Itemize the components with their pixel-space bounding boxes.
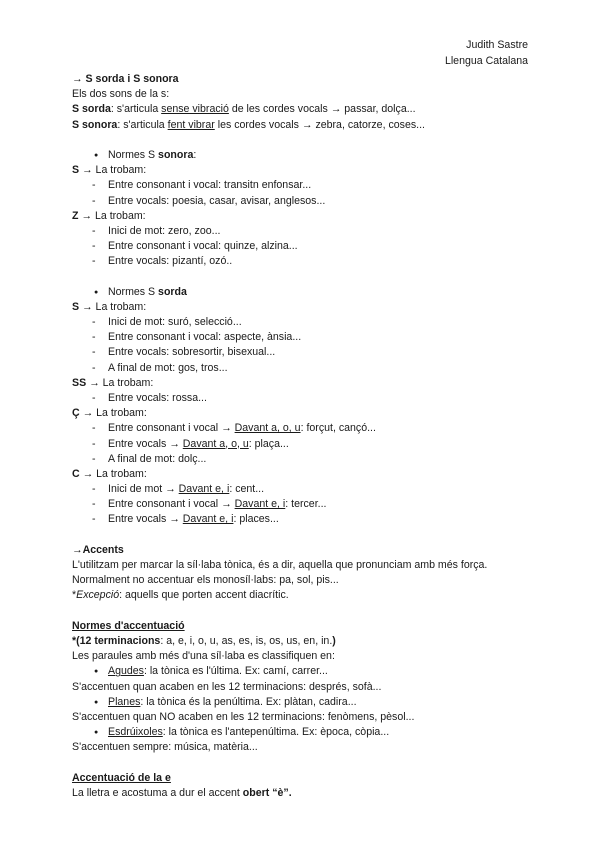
list-item: - Entre consonant i vocal: quinze, alzina... <box>72 239 532 254</box>
agudes-rule: S'accentuen quan acaben en les 12 terminacions: després, sofà... <box>72 680 382 693</box>
text: → La trobam: <box>78 209 146 222</box>
text: : la tònica es l'última. Ex: camí, carrer... <box>143 665 328 678</box>
text: → La trobam: <box>79 407 147 420</box>
rule-heading-c-cedilla <box>72 406 532 421</box>
underlined-text: Davant e, i <box>234 498 286 511</box>
rule-heading-s-sonora <box>72 163 532 178</box>
underlined-text: sense vibració <box>161 103 229 116</box>
rule-heading-ss <box>72 376 532 391</box>
section-title-accents: →Accents <box>72 543 124 556</box>
list-item <box>72 437 532 452</box>
italic-text: Excepció <box>76 589 120 602</box>
text: Normes S <box>108 285 159 298</box>
e-accent-line <box>72 786 532 801</box>
terminations-line <box>72 634 532 649</box>
underlined-text: Davant a, o, u <box>234 422 301 435</box>
list-item: - Entre consonant i vocal: transitn enfonsar... <box>72 178 532 193</box>
underlined-text: Planes <box>108 695 141 708</box>
text: : places... <box>233 513 279 526</box>
s-intro: Els dos sons de la s: <box>72 88 170 101</box>
text: : s'articula <box>117 118 168 131</box>
text: Entre vocals → <box>108 513 183 526</box>
text: → La trobam: <box>86 376 154 389</box>
s-sonora-definition <box>72 118 532 133</box>
list-item: - Entre vocals: pizantí, ozó.. <box>72 254 532 269</box>
rule-heading-z <box>72 209 532 224</box>
text: Inici de mot → <box>108 483 179 496</box>
bullet-normes-sorda <box>72 285 532 300</box>
author-name: Judith Sastre <box>466 39 528 51</box>
text: : aquells que porten accent diacrític. <box>119 589 289 602</box>
s-sorda-label: S sorda <box>72 103 111 116</box>
planes-rule: S'accentuen quan NO acaben en les 12 terminacions: fenòmens, pèsol... <box>72 710 415 723</box>
s-sorda-definition <box>72 102 532 117</box>
rule-heading-s-sorda <box>72 300 532 315</box>
list-item <box>72 497 532 512</box>
text: → La trobam: <box>79 300 147 313</box>
text: Entre consonant i vocal → <box>108 498 235 511</box>
accents-line-1: L'utilitzam per marcar la síl·laba tònica, és a dir, aquella que pronunciam amb més força. <box>72 559 488 571</box>
bold-text: obert “è”. <box>242 786 292 799</box>
letter-label: Ç <box>72 407 80 420</box>
text: : la tònica es l'antepenúltima. Ex: època, còpia... <box>162 726 390 739</box>
text: : tercer... <box>285 498 327 511</box>
section-title-normes: Normes d'accentuació <box>72 619 185 632</box>
list-item: - A final de mot: dolç... <box>72 452 532 467</box>
text: : forçut, cançó... <box>300 422 376 435</box>
page-header <box>445 37 528 69</box>
list-item: - Entre vocals: poesia, casar, avisar, anglesos... <box>72 194 532 209</box>
underlined-text: Esdrúixoles <box>108 726 163 739</box>
bullet-planes <box>72 695 532 710</box>
text: Entre vocals → <box>108 437 183 450</box>
bold-text: sonora <box>158 148 194 161</box>
list-item: - Entre vocals: rossa... <box>72 391 532 406</box>
esdruixoles-rule: S'accentuen sempre: música, matèria... <box>72 741 258 754</box>
text: : <box>193 148 197 161</box>
section-title-s: → S sorda i S sonora <box>72 73 179 85</box>
text: Entre consonant i vocal → <box>108 422 235 435</box>
text: * <box>72 589 77 602</box>
text: Normes S <box>108 148 159 161</box>
letter-label: S <box>72 300 80 313</box>
list-item <box>72 482 532 497</box>
text: → La trobam: <box>79 164 147 177</box>
letter-label: C <box>72 467 80 480</box>
text: : s'articula <box>110 103 162 116</box>
underlined-text: Agudes <box>108 665 144 678</box>
bullet-normes-sonora <box>72 148 532 163</box>
text: : la tònica és la penúltima. Ex: plàtan, cadira... <box>140 695 357 708</box>
bold-text: *(12 terminacions <box>72 634 161 647</box>
bold-text: ) <box>332 634 336 647</box>
list-item: - Entre consonant i vocal: aspecte, ànsia... <box>72 330 532 345</box>
text: : cent... <box>229 483 265 496</box>
bold-text: sorda <box>158 285 187 298</box>
list-item: - A final de mot: gos, tros... <box>72 361 532 376</box>
list-item: - Inici de mot: zero, zoo... <box>72 224 532 239</box>
subject-name: Llengua Catalana <box>444 55 528 67</box>
document-body <box>72 72 532 801</box>
text: → La trobam: <box>79 467 147 480</box>
accents-exception <box>72 588 532 603</box>
rule-heading-c <box>72 467 532 482</box>
text: : a, e, i, o, u, as, es, is, os, us, en, in. <box>160 634 333 647</box>
accents-line-2: Normalment no accentuar els monosíl·labs: pa, sol, pis... <box>72 574 339 587</box>
text: les cordes vocals → zebra, catorze, coses... <box>214 118 425 131</box>
s-sonora-label: S sonora <box>72 118 118 131</box>
text: de les cordes vocals → passar, dolça... <box>228 103 416 116</box>
list-item: - Entre vocals: sobresortir, bisexual... <box>72 345 532 360</box>
list-item: - Inici de mot: suró, selecció... <box>72 315 532 330</box>
text: La lletra e acostuma a dur el accent <box>72 786 243 799</box>
bullet-agudes <box>72 664 532 679</box>
underlined-text: Davant e, i <box>178 483 230 496</box>
text: : plaça... <box>248 437 289 450</box>
list-item <box>72 512 532 527</box>
letter-label: SS <box>72 376 87 389</box>
normes-intro: Les paraules amb més d'una síl·laba es classifiquen en: <box>72 650 335 663</box>
list-item <box>72 421 532 436</box>
letter-label: S <box>72 164 80 177</box>
underlined-text: Davant a, o, u <box>182 437 249 450</box>
underlined-text: Davant e, i <box>182 513 234 526</box>
section-title-e: Accentuació de la e <box>72 771 171 784</box>
bullet-esdruixoles <box>72 725 532 740</box>
underlined-text: fent vibrar <box>167 118 215 131</box>
letter-label: Z <box>72 209 79 222</box>
